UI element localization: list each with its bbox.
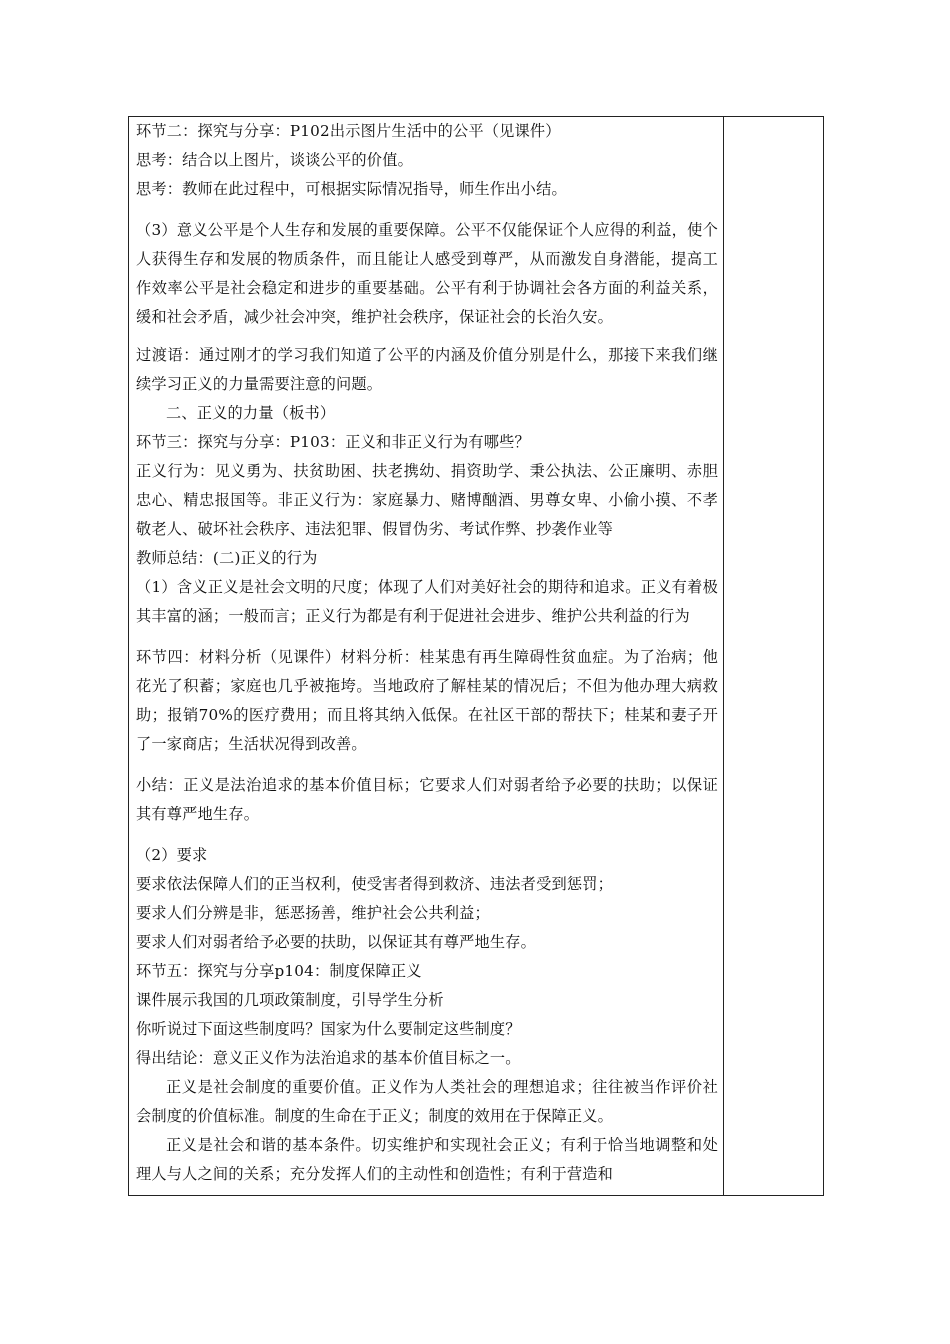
text-line: 要求人们分辨是非，惩恶扬善，维护社会公共利益； [136,904,490,922]
text-line: 得出结论：意义正义作为法治追求的基本价值目标之一。 [136,1049,521,1067]
text-line: 思考：教师在此过程中，可根据实际情况指导，师生作出小结。 [136,180,567,198]
text-line: 课件展示我国的几项政策制度，引导学生分析 [136,991,444,1009]
section-heading: 二、正义的力量（板书） [166,404,336,422]
paragraph-justice-value: 正义是社会制度的重要价值。正义作为人类社会的理想追求；往往被当作评价社会制度的价值标准。制度的生命在于正义；制度的效用在于保障正义。 [136,1078,718,1125]
text-line: 要求人们对弱者给予必要的扶助，以保证其有尊严地生存。 [136,933,537,951]
text-line: 环节五：探究与分享p104：制度保障正义 [136,962,422,980]
lesson-content-cell [136,117,718,1189]
paragraph-justice-harmony: 正义是社会和谐的基本条件。切实维护和实现社会正义；有利于恰当地调整和处理人与人之间的关系；充分发挥人们的主动性和创造性；有利于营造和 [136,1136,718,1183]
paragraph-just-acts: 正义行为：见义勇为、扶贫助困、扶老携幼、捐资助学、秉公执法、公正廉明、赤胆忠心、精忠报国等。非正义行为：家庭暴力、赌博酗酒、男尊女卑、小偷小摸、不孝敬老人、破坏社会秩序、违法犯罪、假冒伪劣、考试作弊、抄袭作业等 [136,462,718,538]
paragraph-summary: 小结：正义是法治追求的基本价值目标；它要求人们对弱者给予必要的扶助；以保证其有尊严地生存。 [136,776,718,823]
paragraph-material-analysis: 环节四：材料分析（见课件）材料分析：桂某患有再生障碍性贫血症。为了治病；他花光了积蓄；家庭也几乎被拖垮。当地政府了解桂某的情况后；不但为他办理大病救助；报销70%的医疗费用；而且将其纳入低保。在社区干部的帮扶下；桂某和妻子开了一家商店；生活状况得到改善。 [136,648,718,753]
text-line: 环节二：探究与分享：P102出示图片生活中的公平（见课件） [136,122,561,140]
text-line: 环节三：探究与分享：P103：正义和非正义行为有哪些？ [136,433,530,451]
text-line: （2）要求 [136,846,208,864]
lesson-table [128,116,824,1196]
paragraph-definition: （1）含义正义是社会文明的尺度；体现了人们对美好社会的期待和追求。正义有着极其丰富的涵；一般而言；正义行为都是有利于促进社会进步、维护公共利益的行为 [136,578,718,625]
text-line: 思考：结合以上图片，谈谈公平的价值。 [136,151,413,169]
notes-cell [724,117,823,1195]
text-line: 要求依法保障人们的正当权利，使受害者得到救济、违法者受到惩罚； [136,875,614,893]
paragraph-transition: 过渡语：通过刚才的学习我们知道了公平的内涵及价值分别是什么，那接下来我们继续学习正义的力量需要注意的问题。 [136,346,718,393]
text-line: 你听说过下面这些制度吗？国家为什么要制定这些制度？ [136,1020,521,1038]
text-line: 教师总结：(二)正义的行为 [136,549,318,567]
paragraph-meaning-fairness: （3）意义公平是个人生存和发展的重要保障。公平不仅能保证个人应得的利益，使个人获得生存和发展的物质条件，而且能让人感受到尊严，从而激发自身潜能，提高工作效率公平是社会稳定和进步的重要基础。公平有利于协调社会各方面的利益关系，缓和社会矛盾，减少社会冲突，维护社会秩序，保证社会的长治久安。 [136,221,718,326]
